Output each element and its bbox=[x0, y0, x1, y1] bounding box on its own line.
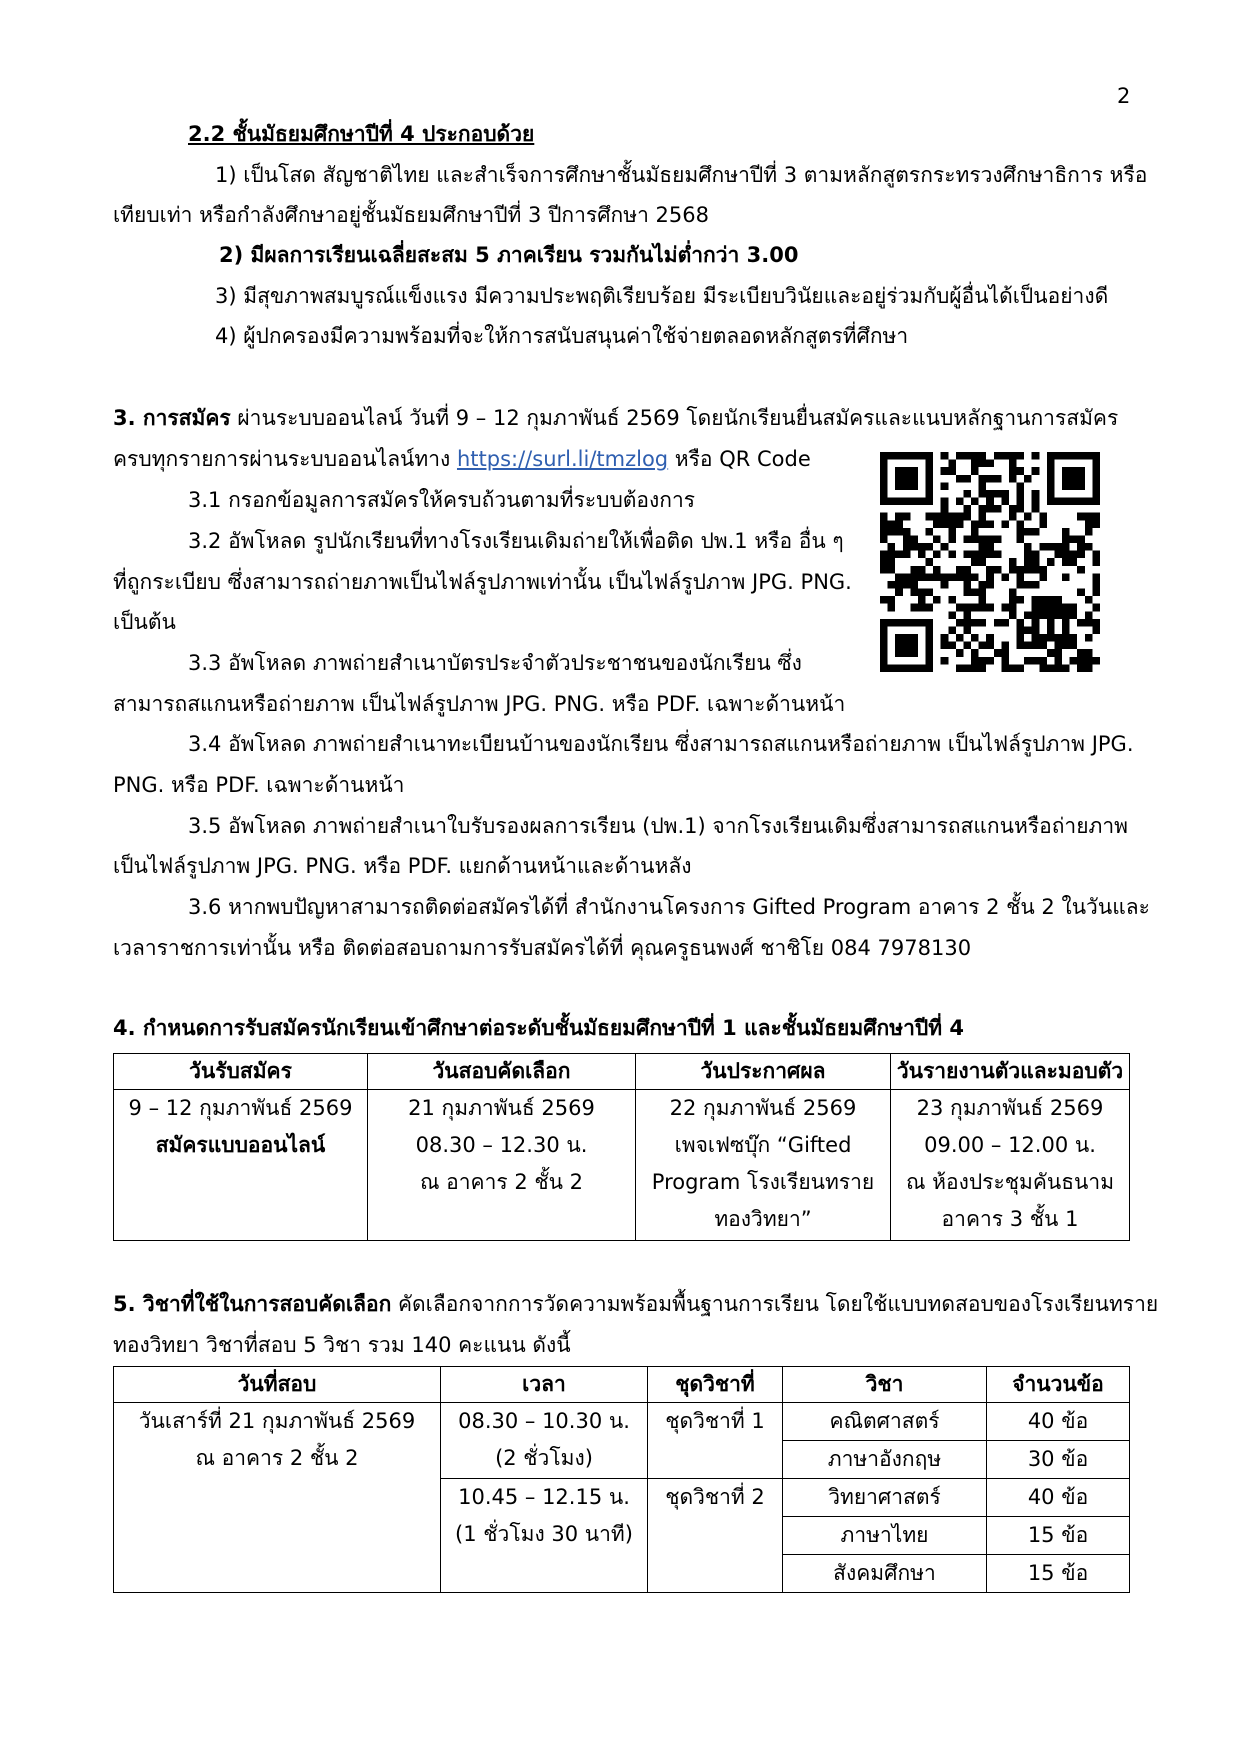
item-3-3-line-2: สามารถสแกนหรือถ่ายภาพ เป็นไฟล์รูปภาพ JPG. PNG. หรือ PDF. เฉพาะด้านหน้า bbox=[113, 692, 846, 716]
announce-channel-3: ทองวิทยา” bbox=[714, 1207, 812, 1231]
section-5-line-2: ทองวิทยา วิชาที่สอบ 5 วิชา รวม 140 คะแนน ดังนี้ bbox=[113, 1333, 571, 1357]
item-3-5-line-2: เป็นไฟล์รูปภาพ JPG. PNG. หรือ PDF. แยกด้านหน้าและด้านหลัง bbox=[113, 854, 692, 878]
section-5-heading: 5. วิชาที่ใช้ในการสอบคัดเลือก bbox=[113, 1292, 392, 1316]
exam-time-2-duration: (1 ชั่วโมง 30 นาที) bbox=[455, 1522, 633, 1546]
subject-count: 30 ข้อ bbox=[987, 1441, 1130, 1479]
report-time: 09.00 – 12.00 น. bbox=[924, 1133, 1096, 1157]
announce-date: 22 กุมภาพันธ์ 2569 bbox=[669, 1096, 857, 1120]
section-3-heading: 3. การสมัคร bbox=[113, 406, 231, 430]
exam-header-date: วันที่สอบ bbox=[114, 1367, 441, 1403]
section-3-line-2-text: ครบทุกรายการผ่านระบบออนไลน์ทาง bbox=[113, 447, 457, 471]
item-3-6-line-1: 3.6 หากพบปัญหาสามารถติดต่อสมัครได้ที่ สำนักงานโครงการ Gifted Program อาคาร 2 ชั้น 2 ในวันและ bbox=[188, 895, 1150, 919]
schedule-table bbox=[113, 1053, 1130, 1241]
schedule-header-row bbox=[114, 1054, 1130, 1090]
item-3-2-line-1: 3.2 อัพโหลด รูปนักเรียนที่ทางโรงเรียนเดิมถ่ายให้เพื่อติด ปพ.1 หรือ อื่น ๆ bbox=[188, 529, 844, 553]
schedule-header-report: วันรายงานตัวและมอบตัว bbox=[891, 1054, 1130, 1090]
item-3-4-line-2: PNG. หรือ PDF. เฉพาะด้านหน้า bbox=[113, 773, 405, 797]
exam-time-2-range: 10.45 – 12.15 น. bbox=[458, 1485, 630, 1509]
exam-header-subject: วิชา bbox=[783, 1367, 987, 1403]
exam-time-1 bbox=[441, 1403, 648, 1479]
qr-code[interactable] bbox=[880, 452, 1100, 672]
exam-set-2: ชุดวิชาที่ 2 bbox=[648, 1479, 783, 1593]
item-3-2-line-2: ที่ถูกระเบียบ ซึ่งสามารถถ่ายภาพเป็นไฟล์รูปภาพเท่านั้น เป็นไฟล์รูปภาพ JPG. PNG. bbox=[113, 570, 852, 594]
section-3-line-1 bbox=[113, 408, 1118, 429]
s22-item-1-line-1: 1) เป็นโสด สัญชาติไทย และสำเร็จการศึกษาชั้นมัธยมศึกษาปีที่ 3 ตามหลักสูตรกระทรวงศึกษาธิการ หรือ bbox=[215, 163, 1148, 187]
subject-name: ภาษาอังกฤษ bbox=[783, 1441, 987, 1479]
exam-time-1-duration: (2 ชั่วโมง) bbox=[495, 1446, 593, 1470]
registration-link[interactable]: https://surl.li/tmzlog bbox=[456, 447, 669, 471]
exam-date: 21 กุมภาพันธ์ 2569 bbox=[408, 1096, 595, 1120]
exam-header-time: เวลา bbox=[441, 1367, 648, 1403]
exam-date-line-1: วันเสาร์ที่ 21 กุมภาพันธ์ 2569 bbox=[138, 1409, 416, 1433]
schedule-header-apply: วันรับสมัคร bbox=[114, 1054, 368, 1090]
subject-name: สังคมศึกษา bbox=[783, 1555, 987, 1593]
section-5-text: คัดเลือกจากการวัดความพร้อมพื้นฐานการเรียน โดยใช้แบบทดสอบของโรงเรียนทราย bbox=[391, 1292, 1159, 1316]
report-place-2: อาคาร 3 ชั้น 1 bbox=[941, 1207, 1079, 1231]
subject-count: 40 ข้อ bbox=[987, 1479, 1130, 1517]
report-place-1: ณ ห้องประชุมคันธนาม bbox=[905, 1170, 1115, 1194]
exam-row bbox=[114, 1403, 1130, 1441]
exam-date-line-2: ณ อาคาร 2 ชั้น 2 bbox=[195, 1446, 359, 1470]
item-3-6-line-2: เวลาราชการเท่านั้น หรือ ติดต่อสอบถามการรับสมัครได้ที่ คุณครูธนพงศ์ ชาชิโย 084 7978130 bbox=[113, 936, 972, 960]
exam-time-1-range: 08.30 – 10.30 น. bbox=[458, 1409, 630, 1433]
subject-name: ภาษาไทย bbox=[783, 1517, 987, 1555]
page-number: 2 bbox=[1117, 84, 1131, 108]
s22-item-3: 3) มีสุขภาพสมบูรณ์แข็งแรง มีความประพฤติเรียบร้อย มีระเบียบวินัยและอยู่ร่วมกับผู้อื่นได้เป็นอย่างดี bbox=[215, 284, 1109, 308]
section-2-2-heading: 2.2 ชั้นมัธยมศึกษาปีที่ 4 ประกอบด้วย bbox=[188, 122, 535, 146]
subject-name: วิทยาศาสตร์ bbox=[783, 1479, 987, 1517]
item-3-5-line-1: 3.5 อัพโหลด ภาพถ่ายสำเนาใบรับรองผลการเรียน (ปพ.1) จากโรงเรียนเดิมซึ่งสามารถสแกนหรือถ่ายภาพ bbox=[188, 814, 1129, 838]
schedule-cell-apply bbox=[114, 1090, 368, 1241]
item-3-2-line-3: เป็นต้น bbox=[113, 610, 176, 634]
exam-set-1: ชุดวิชาที่ 1 bbox=[648, 1403, 783, 1479]
exam-time: 08.30 – 12.30 น. bbox=[415, 1133, 588, 1157]
exam-header-row bbox=[114, 1367, 1130, 1403]
subject-count: 40 ข้อ bbox=[987, 1403, 1130, 1441]
subject-count: 15 ข้อ bbox=[987, 1517, 1130, 1555]
exam-date-cell bbox=[114, 1403, 441, 1593]
section-3-line-2-suffix: หรือ QR Code bbox=[668, 447, 811, 471]
schedule-cell-announce bbox=[636, 1090, 891, 1241]
schedule-cell-exam bbox=[368, 1090, 636, 1241]
item-3-3-line-1: 3.3 อัพโหลด ภาพถ่ายสำเนาบัตรประจำตัวประชาชนของนักเรียน ซึ่ง bbox=[188, 651, 802, 675]
schedule-cell-report bbox=[891, 1090, 1130, 1241]
item-3-1: 3.1 กรอกข้อมูลการสมัครให้ครบถ้วนตามที่ระบบต้องการ bbox=[188, 488, 696, 512]
announce-channel-1: เพจเฟซบุ๊ก “Gifted bbox=[674, 1133, 852, 1157]
section-3-line-2 bbox=[113, 449, 811, 470]
s22-item-1-line-2: เทียบเท่า หรือกำลังศึกษาอยู่ชั้นมัธยมศึกษาปีที่ 3 ปีการศึกษา 2568 bbox=[113, 203, 709, 227]
subject-name: คณิตศาสตร์ bbox=[783, 1403, 987, 1441]
exam-header-set: ชุดวิชาที่ bbox=[648, 1367, 783, 1403]
apply-method: สมัครแบบออนไลน์ bbox=[155, 1133, 326, 1157]
subject-count: 15 ข้อ bbox=[987, 1555, 1130, 1593]
announce-channel-2: Program โรงเรียนทราย bbox=[651, 1170, 875, 1194]
section-3-text: ผ่านระบบออนไลน์ วันที่ 9 – 12 กุมภาพันธ์ 2569 โดยนักเรียนยื่นสมัครและแนบหลักฐานการสมัคร bbox=[230, 406, 1119, 430]
exam-time-2 bbox=[441, 1479, 648, 1593]
item-3-4-line-1: 3.4 อัพโหลด ภาพถ่ายสำเนาทะเบียนบ้านของนักเรียน ซึ่งสามารถสแกนหรือถ่ายภาพ เป็นไฟล์รูปภาพ JPG. bbox=[188, 732, 1134, 756]
schedule-row bbox=[114, 1090, 1130, 1241]
report-date: 23 กุมภาพันธ์ 2569 bbox=[916, 1096, 1104, 1120]
section-4-heading: 4. กำหนดการรับสมัครนักเรียนเข้าศึกษาต่อระดับชั้นมัธยมศึกษาปีที่ 1 และชั้นมัธยมศึกษาปีที่ 4 bbox=[113, 1016, 964, 1040]
s22-item-2: 2) มีผลการเรียนเฉลี่ยสะสม 5 ภาคเรียน รวมกันไม่ต่ำกว่า 3.00 bbox=[219, 243, 799, 267]
apply-dates: 9 – 12 กุมภาพันธ์ 2569 bbox=[128, 1096, 353, 1120]
s22-item-4: 4) ผู้ปกครองมีความพร้อมที่จะให้การสนับสนุนค่าใช้จ่ายตลอดหลักสูตรที่ศึกษา bbox=[215, 324, 909, 348]
exam-place: ณ อาคาร 2 ชั้น 2 bbox=[419, 1170, 584, 1194]
schedule-header-announce: วันประกาศผล bbox=[636, 1054, 891, 1090]
schedule-header-exam: วันสอบคัดเลือก bbox=[368, 1054, 636, 1090]
section-5-line-1 bbox=[113, 1294, 1158, 1315]
exam-header-count: จำนวนข้อ bbox=[987, 1367, 1130, 1403]
exam-table bbox=[113, 1366, 1130, 1593]
